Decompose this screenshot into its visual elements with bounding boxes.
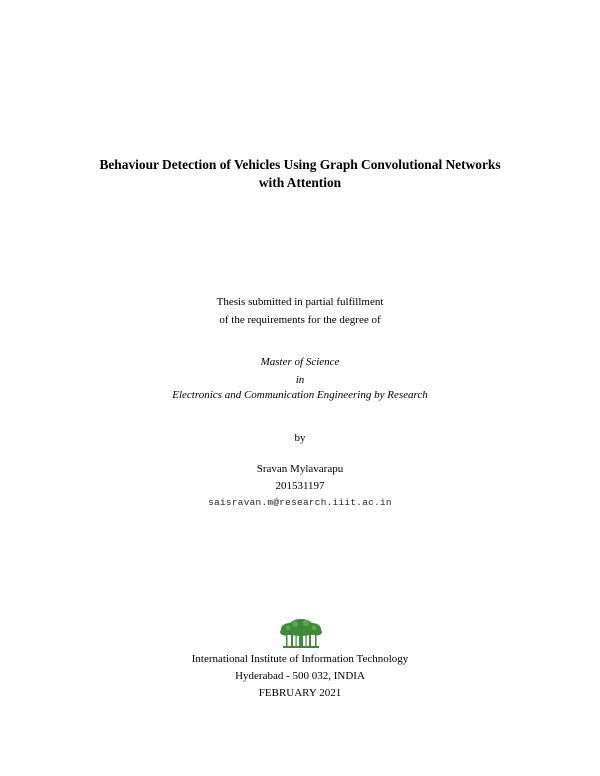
banyan-tree-logo-icon bbox=[280, 617, 322, 649]
submission-statement-line-2: of the requirements for the degree of bbox=[219, 314, 381, 326]
institution-name: International Institute of Information Technology bbox=[191, 653, 409, 665]
degree-field: Electronics and Communication Engineering by Research bbox=[172, 389, 428, 401]
author-roll-number: 201531197 bbox=[275, 480, 325, 492]
by-label: by bbox=[294, 432, 306, 444]
submission-statement-line-1: Thesis submitted in partial fulfillment bbox=[216, 296, 384, 308]
submission-date: FEBRUARY 2021 bbox=[258, 687, 342, 699]
author-email: saisravan.m@research.iiit.ac.in bbox=[208, 497, 392, 508]
thesis-title-line-1: Behaviour Detection of Vehicles Using Graph Convolutional Networks bbox=[99, 157, 501, 172]
degree-name: Master of Science bbox=[260, 356, 340, 368]
author-name: Sravan Mylavarapu bbox=[256, 463, 344, 475]
institution-address: Hyderabad - 500 032, INDIA bbox=[235, 670, 365, 682]
degree-in: in bbox=[295, 374, 305, 386]
thesis-title-line-2: with Attention bbox=[258, 175, 342, 190]
